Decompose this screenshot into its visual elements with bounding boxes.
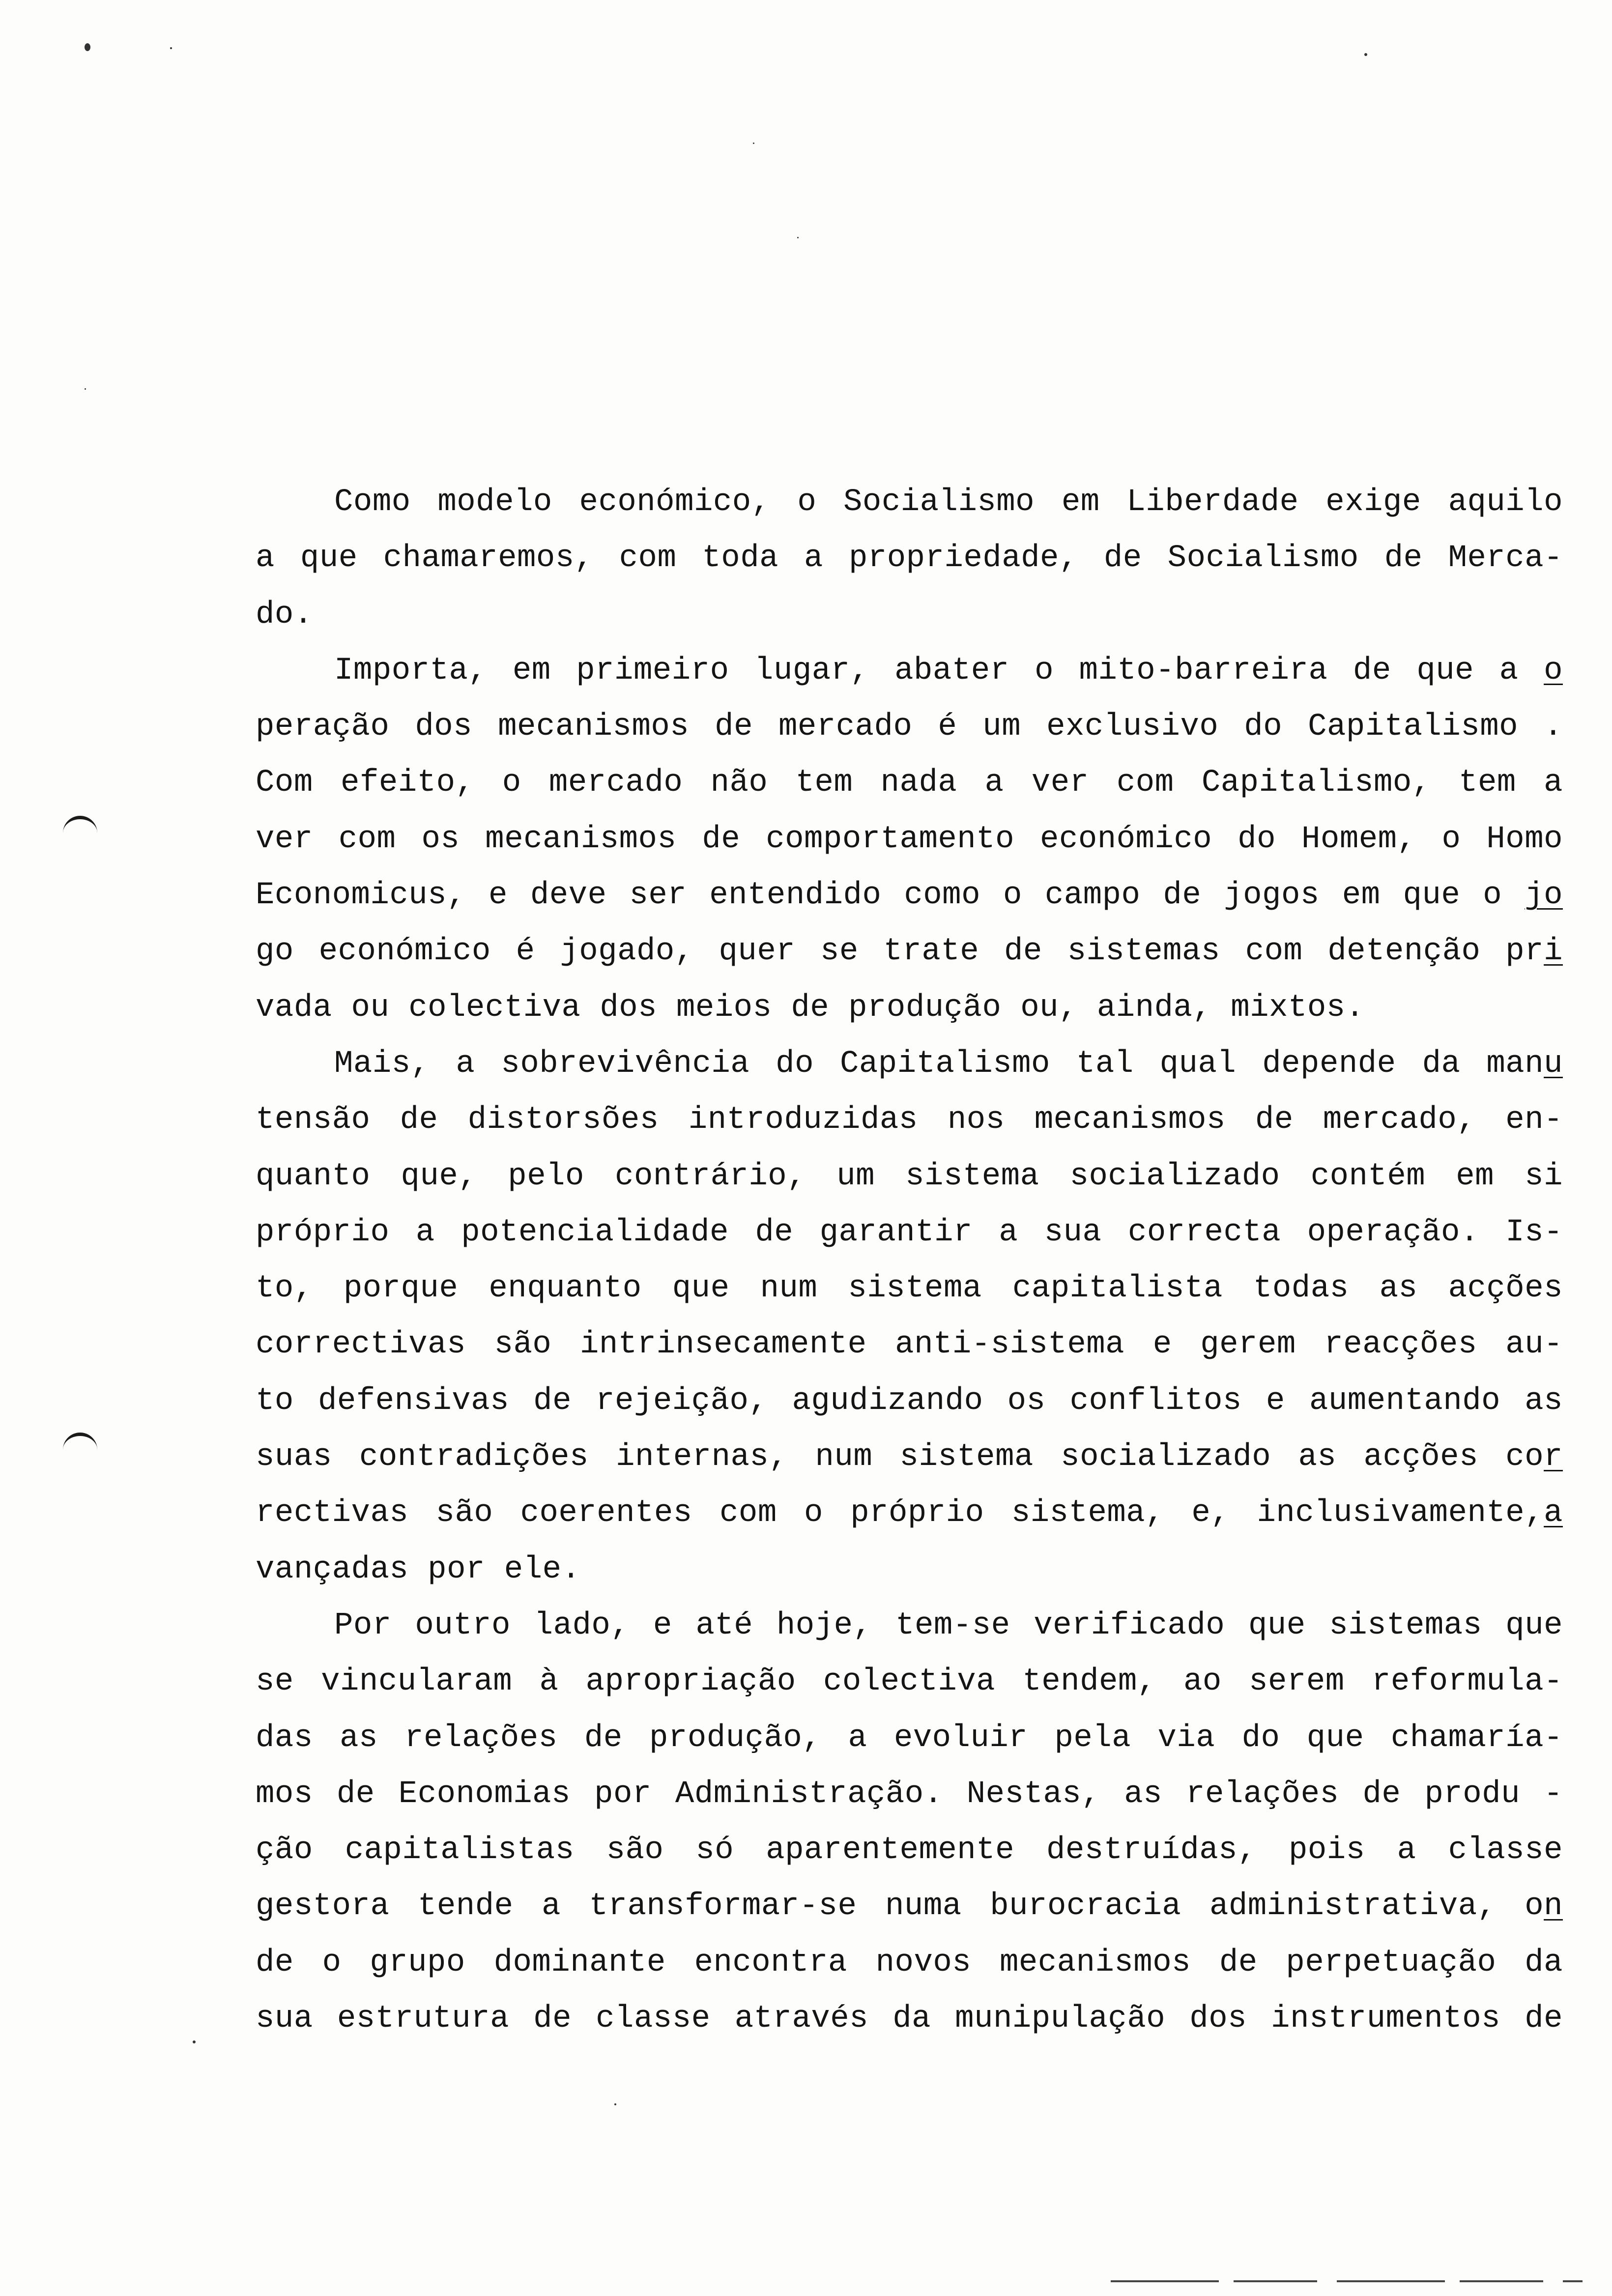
text-segment: ver com os mecanismos de comportamento económico do Homem, o Homo — [256, 821, 1563, 857]
scan-speck — [797, 237, 799, 238]
text-line — [256, 1822, 1563, 1878]
text-segment: a que chamaremos, com toda a propriedade, de Socialismo de Merca- — [256, 541, 1563, 576]
text-segment: correctivas são intrinsecamente anti-sistema e gerem reacções au- — [256, 1327, 1563, 1363]
underlined-hyphen-segment: n — [1544, 1889, 1563, 1924]
document-body — [256, 474, 1563, 2047]
text-line — [256, 1878, 1563, 1934]
text-line — [256, 755, 1563, 811]
text-line — [256, 530, 1563, 586]
text-segment: Mais, a sobrevivência do Capitalismo tal qual depende da man — [334, 1046, 1544, 1082]
binder-mark — [63, 816, 97, 834]
text-segment: rectivas são coerentes com o próprio sistema, e, inclusivamente, — [256, 1495, 1544, 1531]
text-segment: go económico é jogado, quer se trate de sistemas com detenção pr — [256, 934, 1544, 970]
text-line — [256, 1598, 1563, 1654]
text-line — [256, 1317, 1563, 1373]
text-segment: se vincularam à apropriação colectiva tendem, ao serem reformula- — [256, 1664, 1563, 1700]
scan-speck — [193, 2040, 196, 2043]
text-segment: Economicus, e deve ser entendido como o campo de jogos em que o — [256, 878, 1525, 914]
text-line — [256, 980, 1563, 1036]
scan-speck — [170, 47, 172, 49]
text-segment: to defensivas de rejeição, agudizando os conflitos e aumentando as — [256, 1383, 1563, 1419]
text-line — [256, 1710, 1563, 1766]
text-segment: de o grupo dominante encontra novos mecanismos de perpetuação da — [256, 1945, 1563, 1980]
text-segment: Por outro lado, e até hoje, tem-se verificado que sistemas que — [334, 1607, 1563, 1643]
text-line — [256, 1148, 1563, 1205]
text-line — [256, 1766, 1563, 1822]
underlined-hyphen-segment: a — [1544, 1495, 1563, 1531]
text-line — [256, 643, 1563, 699]
text-line — [256, 1036, 1563, 1092]
text-line — [256, 1429, 1563, 1485]
text-line — [256, 1935, 1563, 1991]
text-segment: tensão de distorsões introduzidas nos mecanismos de mercado, en- — [256, 1102, 1563, 1138]
text-segment: vada ou colectiva dos meios de produção ou, ainda, mixtos. — [256, 990, 1365, 1026]
text-line — [256, 1991, 1563, 2047]
scan-speck — [85, 388, 86, 390]
underlined-hyphen-segment: r — [1544, 1439, 1563, 1475]
text-segment: das as relações de produção, a evoluir pela via do que chamaría- — [256, 1720, 1563, 1756]
text-segment: Como modelo económico, o Socialismo em Liberdade exige aquilo — [334, 485, 1563, 520]
text-segment: quanto que, pelo contrário, um sistema socializado contém em si — [256, 1158, 1563, 1194]
text-line — [256, 1373, 1563, 1429]
underlined-hyphen-segment: u — [1544, 1046, 1563, 1082]
text-segment: suas contradições internas, num sistema socializado as acções co — [256, 1439, 1544, 1475]
scan-speck — [85, 43, 90, 51]
text-segment: peração dos mecanismos de mercado é um exclusivo do Capitalismo . — [256, 709, 1563, 745]
text-segment: Importa, em primeiro lugar, abater o mito-barreira de que a — [334, 653, 1544, 689]
text-line — [256, 474, 1563, 530]
text-segment: vançadas por ele. — [256, 1551, 581, 1587]
text-line — [256, 867, 1563, 923]
underlined-hyphen-segment: i — [1544, 934, 1563, 970]
text-line — [256, 1485, 1563, 1541]
text-line — [256, 1261, 1563, 1317]
text-segment: mos de Economias por Administração. Nestas, as relações de produ - — [256, 1776, 1563, 1812]
scan-speck — [614, 2103, 616, 2105]
text-segment: sua estrutura de classe através da munipulação dos instrumentos de — [256, 2001, 1563, 2037]
text-segment: ção capitalistas são só aparentemente destruídas, pois a classe — [256, 1833, 1563, 1868]
text-line — [256, 1205, 1563, 1261]
binder-mark — [63, 1433, 97, 1451]
scan-speck — [1364, 53, 1367, 56]
text-line — [256, 1542, 1563, 1598]
text-segment: próprio a potencialidade de garantir a sua correcta operação. Is- — [256, 1214, 1563, 1250]
text-segment: to, porque enquanto que num sistema capitalista todas as acções — [256, 1271, 1563, 1307]
text-line — [256, 1092, 1563, 1148]
text-line — [256, 811, 1563, 867]
scan-speck — [753, 143, 754, 144]
text-line — [256, 923, 1563, 979]
text-segment: do. — [256, 597, 313, 632]
underlined-hyphen-segment: o — [1544, 653, 1563, 689]
text-segment: gestora tende a transformar-se numa burocracia administrativa, o — [256, 1889, 1544, 1924]
underlined-hyphen-segment: jo — [1525, 878, 1563, 914]
text-line — [256, 1654, 1563, 1710]
text-segment: Com efeito, o mercado não tem nada a ver com Capitalismo, tem a — [256, 765, 1563, 801]
text-line — [256, 587, 1563, 643]
bottom-edge-rule — [1111, 2280, 1583, 2282]
text-line — [256, 699, 1563, 755]
